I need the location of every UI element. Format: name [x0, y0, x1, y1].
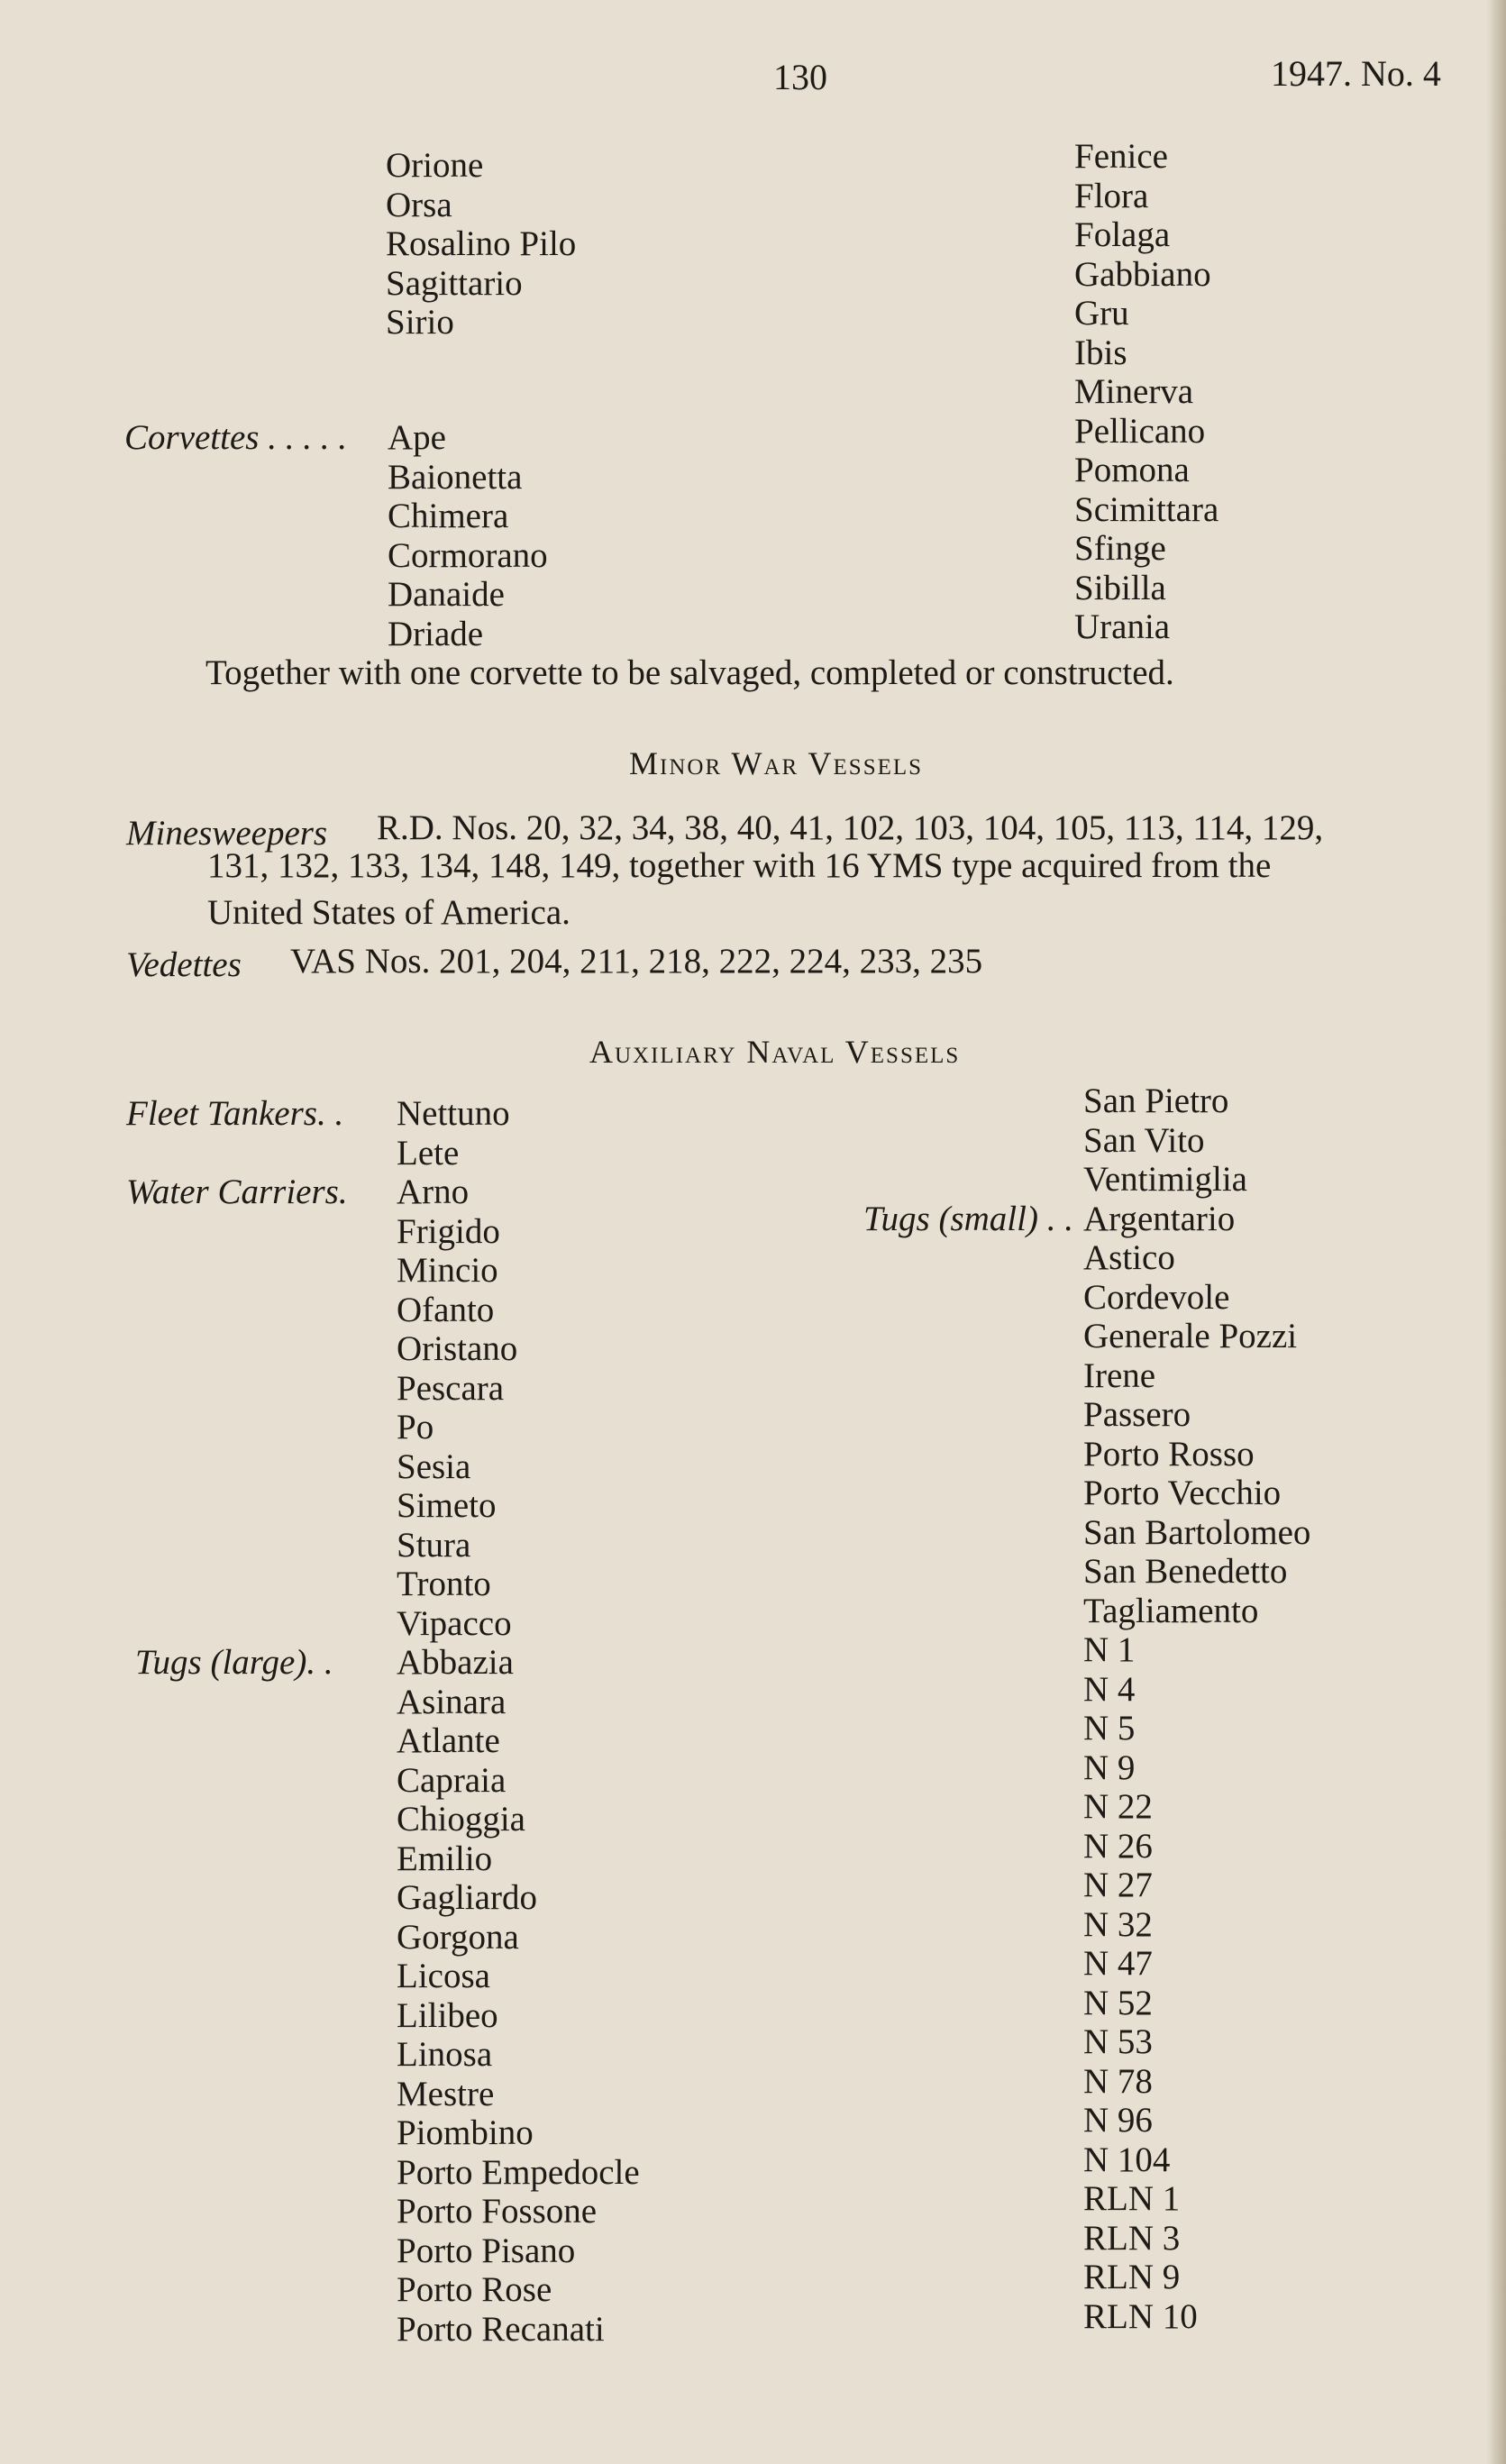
vessel-name: Chioggia	[397, 1800, 525, 1839]
vessel-name: Irene	[1083, 1355, 1156, 1395]
vessel-name: Pellicano	[1074, 411, 1206, 451]
section-heading-minor: Minor War Vessels	[629, 745, 924, 781]
vessel-name: Cormorano	[388, 535, 548, 575]
vessel-name: RLN 10	[1083, 2296, 1198, 2336]
vessel-name: Folaga	[1074, 215, 1171, 254]
upper-left-names	[386, 146, 576, 342]
vessel-name: Gorgona	[397, 1917, 519, 1957]
vessel-name: San Vito	[1083, 1120, 1205, 1160]
minesweepers-label: Minesweepers	[126, 814, 328, 853]
vessel-name: Pomona	[1074, 451, 1190, 489]
vessel-name: Danaide	[388, 575, 505, 614]
vessel-name: N 32	[1083, 1904, 1153, 1944]
vessel-name: N 52	[1083, 1983, 1153, 2022]
vessel-name: San Pietro	[1083, 1081, 1229, 1120]
vessel-name: Porto Empedocle	[397, 2152, 640, 2192]
vedettes-text: VAS Nos. 201, 204, 211, 218, 222, 224, 233, 235	[290, 942, 983, 981]
vessel-name: N 78	[1083, 2061, 1153, 2101]
vessel-name: Gabbiano	[1074, 254, 1211, 294]
vessel-name: Argentario	[1083, 1199, 1236, 1238]
vessel-name: N 22	[1083, 1787, 1153, 1826]
vessel-name: Porto Recanati	[397, 2309, 605, 2349]
vessel-name: Porto Vecchio	[1083, 1474, 1282, 1512]
vessel-name: Capraia	[397, 1760, 507, 1800]
vessel-name: Frigido	[397, 1211, 500, 1251]
corvettes-label: Corvettes . . . . .	[124, 418, 347, 457]
vessel-name: Vipacco	[397, 1603, 512, 1643]
vessel-name: Mincio	[397, 1251, 498, 1290]
auxiliary-right-column	[1083, 1081, 1310, 2336]
vessel-name: Simeto	[397, 1486, 497, 1525]
vessel-name: Arno	[397, 1173, 470, 1211]
vessel-name: Ape	[388, 418, 446, 457]
vessel-name: N 4	[1083, 1669, 1136, 1709]
vessel-name: N 104	[1083, 2140, 1171, 2179]
vessel-name: Cordevole	[1083, 1277, 1230, 1317]
vessel-name: Fenice	[1074, 137, 1168, 176]
vessel-name: Abbazia	[397, 1643, 514, 1682]
minesweepers-line-1: R.D. Nos. 20, 32, 34, 38, 40, 41, 102, 103, 104, 105, 113, 114, 129,	[377, 808, 1324, 847]
vessel-name: Orsa	[386, 185, 452, 224]
auxiliary-left-column	[397, 1094, 640, 2349]
vessel-name: RLN 3	[1083, 2218, 1181, 2258]
minesweepers-line-3: United States of America.	[207, 893, 570, 932]
vessel-name: Flora	[1074, 176, 1149, 215]
vessel-name: Lete	[397, 1133, 460, 1173]
vessel-name: Generale Pozzi	[1083, 1317, 1298, 1355]
vessel-name: Porto Fossone	[397, 2192, 598, 2231]
vessel-name: Passero	[1083, 1395, 1191, 1434]
tugs-small-label: Tugs (small) . .	[863, 1200, 1073, 1238]
vessel-name: N 5	[1083, 1709, 1136, 1748]
vessel-name: Gru	[1074, 294, 1129, 333]
corvettes-list	[388, 418, 548, 653]
vessel-name: Nettuno	[397, 1094, 510, 1133]
page-number: 130	[773, 57, 827, 97]
vedettes-label: Vedettes	[126, 945, 242, 984]
section-heading-auxiliary: Auxiliary Naval Vessels	[589, 1034, 961, 1070]
vessel-name: Sibilla	[1074, 568, 1166, 607]
vessel-name: N 96	[1083, 2101, 1153, 2140]
vessel-name: San Benedetto	[1083, 1552, 1288, 1591]
tugs-large-label: Tugs (large). .	[135, 1643, 333, 1682]
vessel-name: Sagittario	[386, 263, 523, 303]
vessel-name: Baionetta	[388, 457, 523, 497]
vessel-name: Rosalino Pilo	[386, 224, 577, 263]
vessel-name: Sesia	[397, 1446, 471, 1486]
vessel-name: N 26	[1083, 1826, 1153, 1866]
vessel-name: Minerva	[1074, 372, 1194, 411]
fleet-tankers-label: Fleet Tankers. .	[126, 1094, 344, 1133]
vessel-name: N 27	[1083, 1866, 1153, 1904]
vessel-name: Chimera	[388, 497, 509, 535]
vessel-name: Porto Pisano	[397, 2231, 576, 2270]
page-spine-shadow	[1486, 0, 1506, 2464]
vessel-name: Sfinge	[1074, 529, 1166, 568]
vessel-name: Astico	[1083, 1238, 1175, 1277]
vessel-name: Asinara	[397, 1682, 507, 1721]
vessel-name: Tronto	[397, 1565, 491, 1603]
together-note: Together with one corvette to be salvaged, completed or constructed.	[205, 653, 1174, 692]
year-and-number: 1947. No. 4	[1271, 53, 1441, 94]
vessel-name: Scimittara	[1074, 489, 1219, 529]
upper-right-names	[1074, 137, 1218, 647]
vessel-name: Po	[397, 1408, 434, 1446]
vessel-name: Orione	[386, 146, 484, 185]
vessel-name: Porto Rosso	[1083, 1434, 1255, 1474]
vessel-name: Driade	[388, 614, 484, 653]
vessel-name: Porto Rose	[397, 2270, 552, 2309]
vessel-name: Licosa	[397, 1957, 490, 1995]
vessel-name: RLN 9	[1083, 2258, 1181, 2296]
vessel-name: Piombino	[397, 2113, 534, 2152]
vessel-name: Linosa	[397, 2035, 493, 2074]
vessel-name: N 47	[1083, 1944, 1153, 1983]
vessel-name: Ibis	[1074, 333, 1127, 372]
vessel-name: San Bartolomeo	[1083, 1512, 1311, 1552]
vessel-name: Stura	[397, 1525, 471, 1565]
vessel-name: Oristano	[397, 1329, 518, 1368]
minesweepers-line-2: 131, 132, 133, 134, 148, 149, together with 16 YMS type acquired from the	[207, 846, 1272, 885]
vessel-name: Urania	[1074, 607, 1171, 646]
vessel-name: Emilio	[397, 1839, 493, 1878]
vessel-name: Gagliardo	[397, 1878, 537, 1917]
vessel-name: N 1	[1083, 1630, 1136, 1669]
vessel-name: RLN 1	[1083, 2179, 1181, 2218]
vessel-name: Mestre	[397, 2074, 495, 2113]
vessel-name: Pescara	[397, 1368, 505, 1408]
vessel-name: Ventimiglia	[1083, 1160, 1247, 1199]
vessel-name: Atlante	[397, 1721, 500, 1760]
vessel-name: N 53	[1083, 2022, 1153, 2061]
vessel-name: N 9	[1083, 1748, 1136, 1787]
water-carriers-label: Water Carriers.	[126, 1173, 348, 1211]
vessel-name: Tagliamento	[1083, 1591, 1259, 1630]
vessel-name: Ofanto	[397, 1290, 495, 1329]
vessel-name: Sirio	[386, 303, 454, 342]
vessel-name: Lilibeo	[397, 1995, 498, 2035]
